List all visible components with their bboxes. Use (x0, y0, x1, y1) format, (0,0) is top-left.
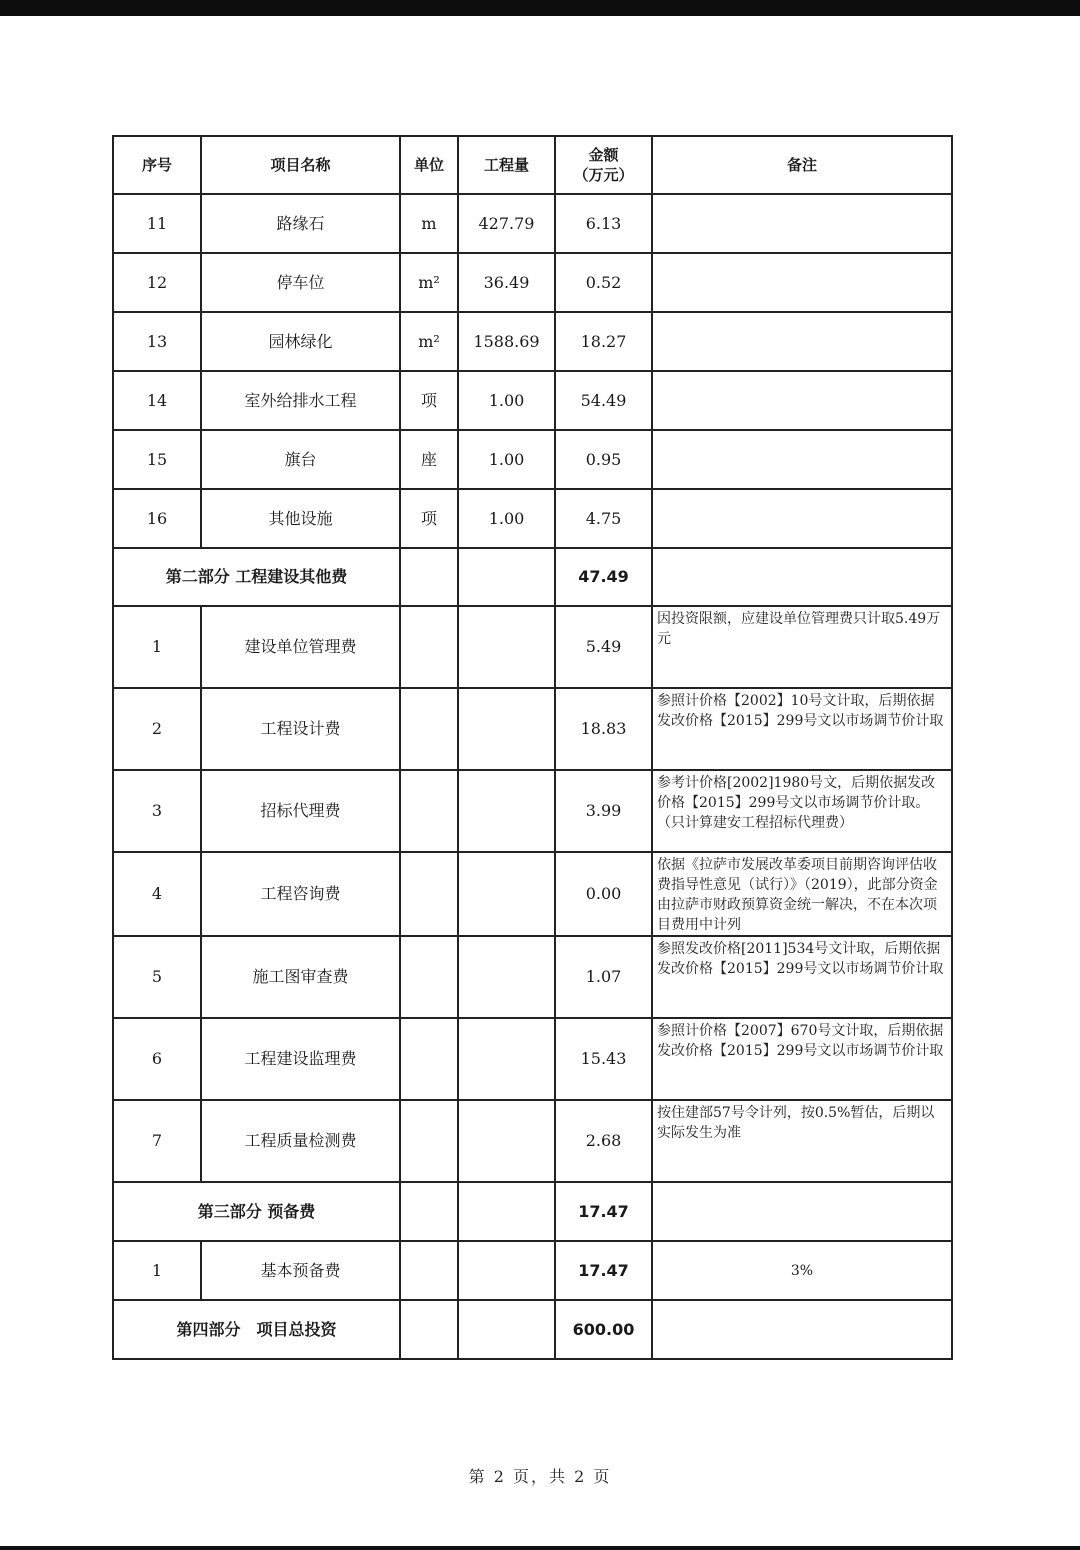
row-seq: 13 (113, 312, 201, 371)
row-note (652, 489, 952, 548)
row-note: 参照发改价格[2011]534号文计取，后期依据发改价格【2015】299号文以市场调节价计取 (652, 936, 952, 1018)
row-seq: 1 (113, 1241, 201, 1300)
section-qty (458, 1300, 555, 1359)
row-seq: 14 (113, 371, 201, 430)
table-row (113, 194, 952, 253)
row-seq: 4 (113, 852, 201, 936)
row-note: 参照计价格【2007】670号文计取，后期依据发改价格【2015】299号文以市场调节价计取 (652, 1018, 952, 1100)
row-seq: 1 (113, 606, 201, 688)
section-label: 第三部分 预备费 (113, 1182, 400, 1241)
row-unit (400, 1018, 458, 1100)
row-amount: 18.27 (555, 312, 652, 371)
row-qty: 1.00 (458, 430, 555, 489)
row-unit: m² (400, 312, 458, 371)
row-qty: 1.00 (458, 371, 555, 430)
row-amount: 0.52 (555, 253, 652, 312)
row-name: 建设单位管理费 (201, 606, 400, 688)
row-qty: 427.79 (458, 194, 555, 253)
row-name: 停车位 (201, 253, 400, 312)
row-amount: 1.07 (555, 936, 652, 1018)
row-unit: 项 (400, 489, 458, 548)
header-amount-line1: 金额 (588, 146, 619, 164)
row-unit: 座 (400, 430, 458, 489)
row-name: 旗台 (201, 430, 400, 489)
row-amount: 0.00 (555, 852, 652, 936)
section-label: 第二部分 工程建设其他费 (113, 548, 400, 606)
table-row (113, 430, 952, 489)
row-name: 工程设计费 (201, 688, 400, 770)
row-unit (400, 1241, 458, 1300)
row-unit: m² (400, 253, 458, 312)
row-name: 基本预备费 (201, 1241, 400, 1300)
section-amount: 47.49 (555, 548, 652, 606)
section-unit (400, 1300, 458, 1359)
row-name: 招标代理费 (201, 770, 400, 852)
header-amount (555, 136, 652, 194)
budget-table (112, 135, 953, 1360)
row-note: 参照计价格【2002】10号文计取，后期依据发改价格【2015】299号文以市场调节价计取 (652, 688, 952, 770)
top-edge-bar (0, 0, 1080, 16)
row-qty (458, 936, 555, 1018)
row-qty: 1.00 (458, 489, 555, 548)
section-qty (458, 1182, 555, 1241)
row-unit (400, 770, 458, 852)
table-row (113, 1100, 952, 1182)
row-name: 施工图审查费 (201, 936, 400, 1018)
row-qty: 1588.69 (458, 312, 555, 371)
header-name: 项目名称 (201, 136, 400, 194)
row-name: 室外给排水工程 (201, 371, 400, 430)
table-row (113, 936, 952, 1018)
table-row (113, 253, 952, 312)
row-unit (400, 688, 458, 770)
row-note: 因投资限额，应建设单位管理费只计取5.49万元 (652, 606, 952, 688)
row-unit (400, 936, 458, 1018)
row-amount: 6.13 (555, 194, 652, 253)
row-note (652, 371, 952, 430)
section-amount: 600.00 (555, 1300, 652, 1359)
row-note: 参考计价格[2002]1980号文，后期依据发改价格【2015】299号文以市场调节价计取。（只计算建安工程招标代理费） (652, 770, 952, 852)
row-name: 路缘石 (201, 194, 400, 253)
table-row (113, 1241, 952, 1300)
row-note: 依据《拉萨市发展改革委项目前期咨询评估收费指导性意见（试行）》（2019），此部分资金由拉萨市财政预算资金统一解决，不在本次项目费用中计列 (652, 852, 952, 936)
row-qty (458, 688, 555, 770)
row-note (652, 253, 952, 312)
section-note (652, 1300, 952, 1359)
row-qty (458, 606, 555, 688)
section-note (652, 548, 952, 606)
row-qty (458, 1018, 555, 1100)
row-note (652, 194, 952, 253)
row-seq: 6 (113, 1018, 201, 1100)
row-seq: 5 (113, 936, 201, 1018)
row-amount: 54.49 (555, 371, 652, 430)
row-seq: 15 (113, 430, 201, 489)
row-amount: 15.43 (555, 1018, 652, 1100)
row-amount: 3.99 (555, 770, 652, 852)
row-name: 工程质量检测费 (201, 1100, 400, 1182)
row-seq: 7 (113, 1100, 201, 1182)
section-qty (458, 548, 555, 606)
row-name: 工程建设监理费 (201, 1018, 400, 1100)
row-seq: 3 (113, 770, 201, 852)
row-name: 工程咨询费 (201, 852, 400, 936)
row-amount: 18.83 (555, 688, 652, 770)
section-amount: 17.47 (555, 1182, 652, 1241)
section-row-part3 (113, 1182, 952, 1241)
row-seq: 2 (113, 688, 201, 770)
row-seq: 12 (113, 253, 201, 312)
row-note: 按住建部57号令计列，按0.5%暂估，后期以实际发生为准 (652, 1100, 952, 1182)
row-note: 3% (652, 1241, 952, 1300)
row-name: 园林绿化 (201, 312, 400, 371)
row-qty (458, 852, 555, 936)
row-qty: 36.49 (458, 253, 555, 312)
section-note (652, 1182, 952, 1241)
section-row-part4 (113, 1300, 952, 1359)
header-seq: 序号 (113, 136, 201, 194)
header-note: 备注 (652, 136, 952, 194)
bottom-edge-bar (0, 1546, 1080, 1550)
table-header-row (113, 136, 952, 194)
row-amount: 2.68 (555, 1100, 652, 1182)
header-unit: 单位 (400, 136, 458, 194)
row-qty (458, 770, 555, 852)
table-row (113, 688, 952, 770)
row-amount: 4.75 (555, 489, 652, 548)
section-unit (400, 1182, 458, 1241)
row-unit (400, 1100, 458, 1182)
row-unit (400, 852, 458, 936)
row-unit: 项 (400, 371, 458, 430)
row-amount: 17.47 (555, 1241, 652, 1300)
table-row (113, 1018, 952, 1100)
section-label: 第四部分 项目总投资 (113, 1300, 400, 1359)
header-amount-line2: （万元） (573, 166, 634, 184)
row-qty (458, 1241, 555, 1300)
row-seq: 11 (113, 194, 201, 253)
row-unit: m (400, 194, 458, 253)
table-row (113, 371, 952, 430)
row-note (652, 312, 952, 371)
table-row (113, 489, 952, 548)
table-row (113, 312, 952, 371)
section-row-part2 (113, 548, 952, 606)
row-note (652, 430, 952, 489)
table-row (113, 852, 952, 936)
header-qty: 工程量 (458, 136, 555, 194)
row-amount: 0.95 (555, 430, 652, 489)
row-qty (458, 1100, 555, 1182)
row-amount: 5.49 (555, 606, 652, 688)
table-row (113, 606, 952, 688)
page-number: 第 2 页，共 2 页 (468, 1467, 612, 1486)
section-unit (400, 548, 458, 606)
row-seq: 16 (113, 489, 201, 548)
row-unit (400, 606, 458, 688)
table-row (113, 770, 952, 852)
row-name: 其他设施 (201, 489, 400, 548)
